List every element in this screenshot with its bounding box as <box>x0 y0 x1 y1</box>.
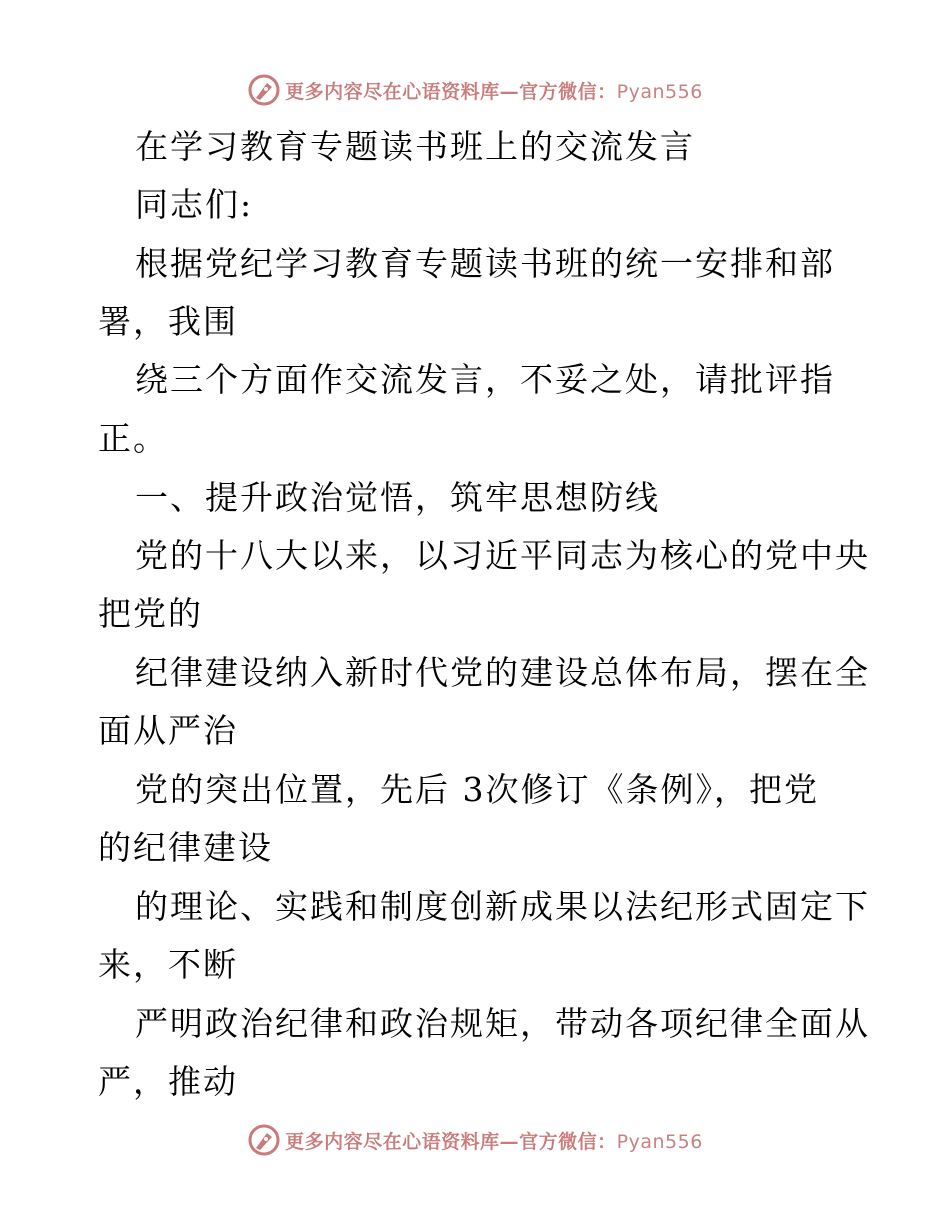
body-line: 根据党纪学习教育专题读书班的统一安排和部 <box>135 244 835 283</box>
pen-nib-circle-icon <box>247 1123 281 1157</box>
body-line: 把党的 <box>98 594 203 633</box>
body-line: 的理论、实践和制度创新成果以法纪形式固定下 <box>135 887 870 926</box>
body-line: 纪律建设纳入新时代党的建设总体布局，摆在全 <box>135 653 870 692</box>
body-line: 严，推动 <box>98 1062 238 1101</box>
body-line: 党的突出位置，先后 3次修订《条例》，把党 <box>135 770 819 809</box>
body-line: 绕三个方面作交流发言，不妥之处，请批评指 <box>135 360 835 399</box>
watermark-id: Pyan556 <box>616 1130 703 1153</box>
body-line: 党的十八大以来，以习近平同志为核心的党中央 <box>135 536 870 575</box>
document-title: 在学习教育专题读书班上的交流发言 <box>135 127 695 166</box>
body-line: 严明政治纪律和政治规矩，带动各项纪律全面从 <box>135 1004 870 1043</box>
watermark-text: 更多内容尽在心语资料库—官方微信：Pyan556 <box>285 1130 703 1153</box>
footer-watermark <box>0 1122 950 1158</box>
watermark-id: Pyan556 <box>616 80 703 103</box>
pen-nib-circle-icon <box>247 73 281 107</box>
body-line: 署，我围 <box>98 302 238 341</box>
header-watermark <box>0 72 950 108</box>
body-line: 的纪律建设 <box>98 828 273 867</box>
body-line: 正。 <box>98 419 168 458</box>
body-line: 来，不断 <box>98 945 238 984</box>
salutation: 同志们: <box>135 185 254 224</box>
body-line: 面从严治 <box>98 711 238 750</box>
watermark-text: 更多内容尽在心语资料库—官方微信：Pyan556 <box>285 80 703 103</box>
section-heading: 一、提升政治觉悟，筑牢思想防线 <box>135 478 660 517</box>
